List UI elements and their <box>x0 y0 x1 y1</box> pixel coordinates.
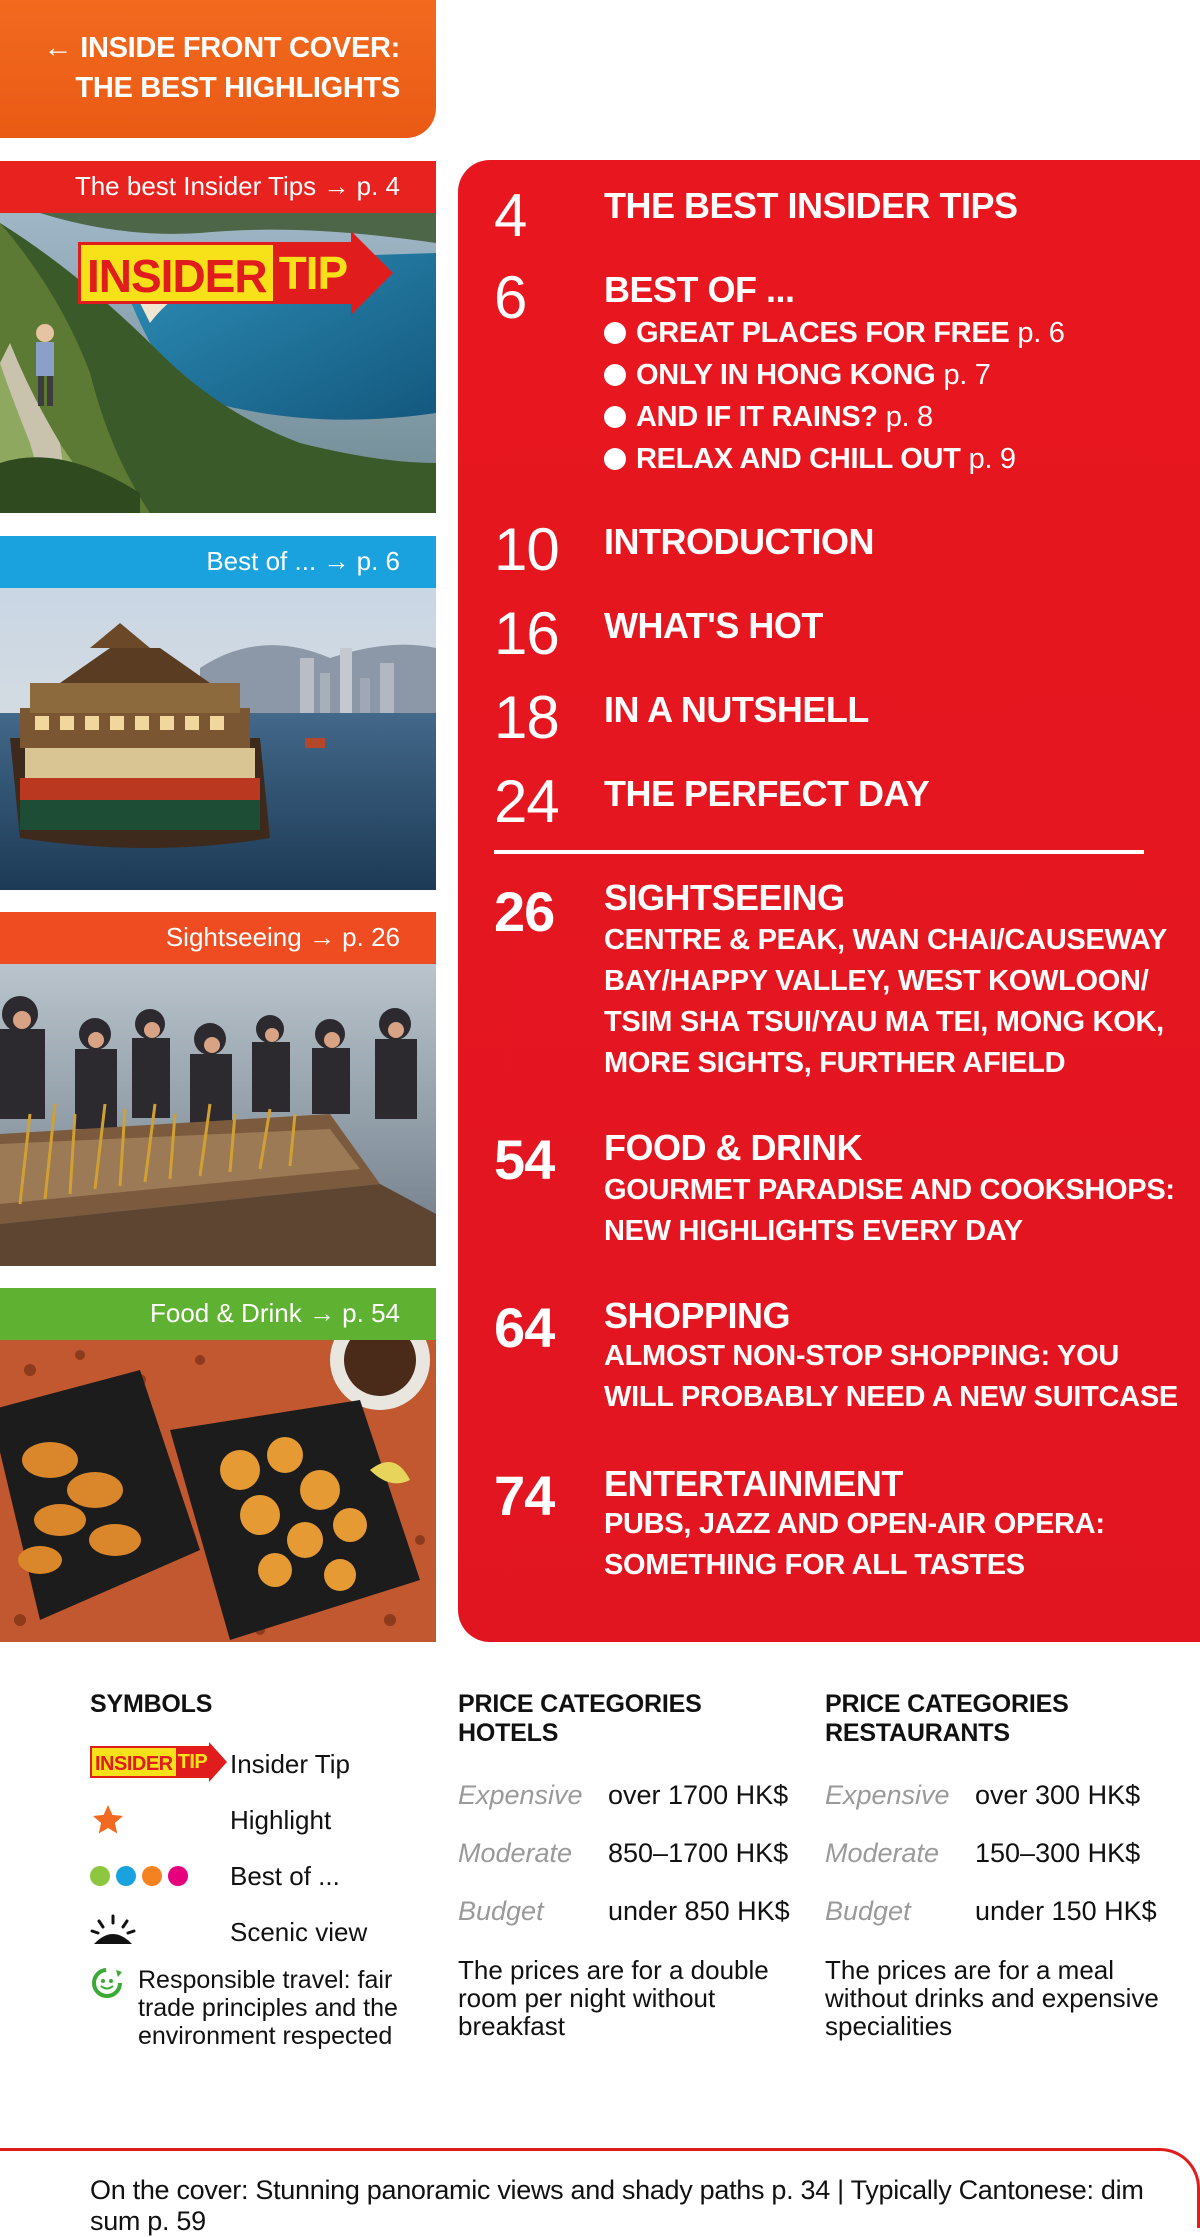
toc-title: BEST OF ... <box>604 269 795 310</box>
legend-label: Highlight <box>230 1804 332 1835</box>
price-row: Expensive over 300 HK$ <box>825 1780 1141 1810</box>
scenic-view-icon <box>90 1912 230 1952</box>
symbols-legend <box>90 1690 420 2070</box>
bullet-icon <box>604 364 626 386</box>
insider-tips-card[interactable] <box>0 161 436 513</box>
toc-page-number: 6 <box>494 264 527 331</box>
sightseeing-card[interactable] <box>0 912 436 1266</box>
toc-title: SIGHTSEEING <box>604 877 845 918</box>
hotel-price-categories <box>458 1690 798 2050</box>
front-cover-line1: ← INSIDE FRONT COVER: <box>43 32 400 64</box>
toc-page-number: 64 <box>494 1296 555 1359</box>
price-row: Moderate 150–300 HK$ <box>825 1838 1141 1868</box>
best-of-list <box>604 312 1065 480</box>
food-drink-card[interactable] <box>0 1288 436 1642</box>
toc-subtitle: ALMOST NON-STOP SHOPPING: YOU WILL PROBABLY NEED A NEW SUITCASE <box>604 1340 1178 1413</box>
insider-sign-part2: TIP <box>273 242 352 304</box>
legend-insider-tip <box>90 1744 350 1784</box>
symbols-heading: SYMBOLS <box>90 1690 213 1718</box>
legend-best-of <box>90 1856 340 1896</box>
best-of-card[interactable] <box>0 536 436 890</box>
price-row: Expensive over 1700 HK$ <box>458 1780 789 1810</box>
star-icon <box>90 1800 230 1840</box>
price-row: Budget under 150 HK$ <box>825 1896 1157 1926</box>
cover-caption: On the cover: Stunning panoramic views and shady paths p. 34 | Typically Cantonese: dim sum p. 59 <box>90 2175 1144 2236</box>
toc-subtitle: CENTRE & PEAK, WAN CHAI/CAUSEWAY BAY/HAPPY VALLEY, WEST KOWLOON/ TSIM SHA TSUI/YAU MA TEI, MONG KOK, MORE SIGHTS, FURTHER AFIELD <box>604 924 1167 1079</box>
list-item[interactable]: GREAT PLACES FOR FREE p. 6 <box>604 312 1065 354</box>
restaurants-heading: PRICE CATEGORIES RESTAURANTS <box>825 1690 1069 1747</box>
price-note: The prices are for a meal without drinks and expensive specialities <box>825 1955 1159 2041</box>
insider-tip-icon: INSIDER TIP <box>90 1744 230 1784</box>
legend-scenic-view <box>90 1912 367 1952</box>
restaurant-price-categories <box>825 1690 1165 2050</box>
toc-page-number: 24 <box>494 768 559 835</box>
legend-label: Best of ... <box>230 1860 340 1891</box>
cover-footer <box>0 2148 1200 2236</box>
toc-title: IN A NUTSHELL <box>604 689 869 730</box>
toc-page-number: 10 <box>494 516 559 583</box>
legend-label: Insider Tip <box>230 1748 350 1779</box>
toc-page-number: 16 <box>494 600 559 667</box>
list-item[interactable]: AND IF IT RAINS? p. 8 <box>604 396 1065 438</box>
toc-title: WHAT'S HOT <box>604 605 823 646</box>
bullet-icon <box>604 448 626 470</box>
legend-label: Responsible travel: fair trade principles and the environment respected <box>138 1966 398 2050</box>
toc-page-number: 18 <box>494 684 559 751</box>
table-of-contents <box>458 160 1200 1642</box>
divider <box>494 850 1144 854</box>
price-row: Moderate 850–1700 HK$ <box>458 1838 789 1868</box>
toc-page-number: 54 <box>494 1128 555 1191</box>
insider-tip-sign <box>78 242 393 304</box>
toc-title: ENTERTAINMENT <box>604 1463 903 1504</box>
responsible-travel-icon <box>90 1966 138 2006</box>
list-item[interactable]: ONLY IN HONG KONG p. 7 <box>604 354 1065 396</box>
legend-label: Scenic view <box>230 1916 368 1947</box>
card-label: Sightseeing → p. 26 <box>0 912 436 964</box>
card-label: Food & Drink → p. 54 <box>0 1288 436 1340</box>
arrow-left-icon: ← <box>43 32 73 64</box>
legend-highlight <box>90 1800 331 1840</box>
temple-incense-photo <box>0 964 436 1266</box>
list-item[interactable]: RELAX AND CHILL OUT p. 9 <box>604 438 1065 480</box>
front-cover-line2: THE BEST HIGHLIGHTS <box>75 72 400 104</box>
toc-title: INTRODUCTION <box>604 521 874 562</box>
arrow-right-icon <box>351 231 393 315</box>
legend-responsible-travel <box>90 1966 398 2050</box>
bullet-icon <box>604 406 626 428</box>
card-label: The best Insider Tips → p. 4 <box>0 161 436 213</box>
price-row: Budget under 850 HK$ <box>458 1896 790 1926</box>
best-of-dots-icon <box>90 1856 230 1896</box>
price-note: The prices are for a double room per night without breakfast <box>458 1955 769 2041</box>
hotels-heading: PRICE CATEGORIES HOTELS <box>458 1690 702 1747</box>
bullet-icon <box>604 322 626 344</box>
dim-sum-photo <box>0 1340 436 1642</box>
toc-title: FOOD & DRINK <box>604 1127 862 1168</box>
toc-subtitle: GOURMET PARADISE AND COOKSHOPS: NEW HIGHLIGHTS EVERY DAY <box>604 1174 1175 1247</box>
toc-title: SHOPPING <box>604 1295 791 1336</box>
card-label: Best of ... → p. 6 <box>0 536 436 588</box>
toc-page-number: 74 <box>494 1464 555 1527</box>
toc-page-number: 4 <box>494 182 527 249</box>
toc-page-number: 26 <box>494 880 555 943</box>
toc-subtitle: PUBS, JAZZ AND OPEN-AIR OPERA: SOMETHING FOR ALL TASTES <box>604 1508 1105 1581</box>
toc-title: THE BEST INSIDER TIPS <box>604 185 1018 226</box>
toc-title: THE PERFECT DAY <box>604 773 930 814</box>
front-cover-tab[interactable] <box>0 0 436 138</box>
insider-sign-part1: INSIDER <box>78 242 273 304</box>
harbour-ferry-photo <box>0 588 436 890</box>
